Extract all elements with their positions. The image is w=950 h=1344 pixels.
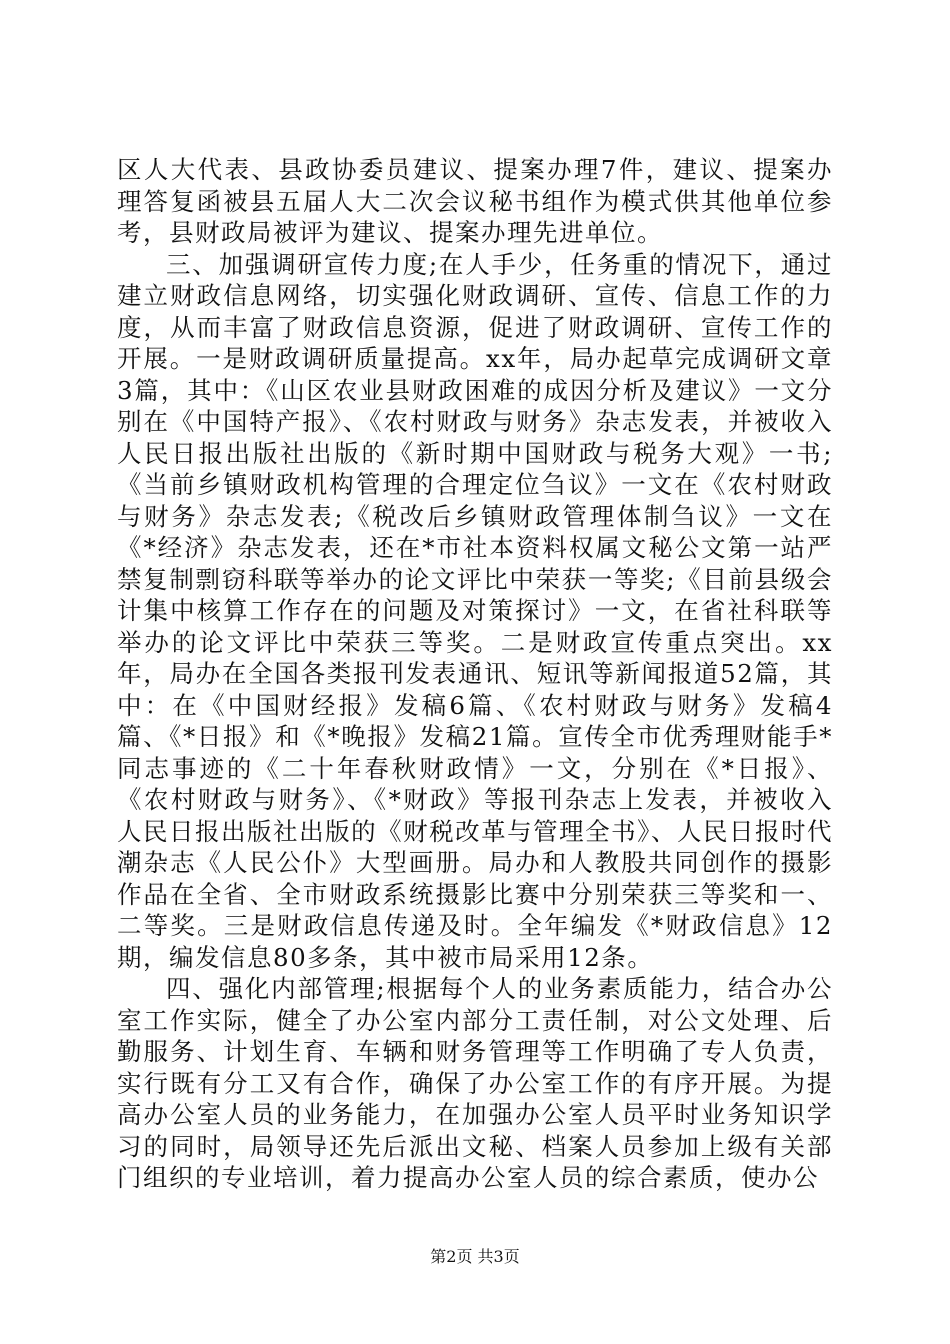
paragraph-2: 三、加强调研宣传力度;在人手少，任务重的情况下，通过建立财政信息网络，切实强化财政调研、宣传、信息工作的力度，从而丰富了财政信息资源，促进了财政调研、宣传工作的开展。一是财政调研质量提高。xx年，局办起草完成调研文章3篇，其中：《山区农业县财政困难的成因分析及建议》一文分别在《中国特产报》、《农村财政与财务》杂志发表，并被收入人民日报出版社出版的《新时期中国财政与税务大观》一书;《当前乡镇财政机构管理的合理定位刍议》一文在《农村财政与财务》杂志发表;《税改后乡镇财政管理体制刍议》一文在《*经济》杂志发表，还在*市社本资料权属文秘公文第一站严禁复制剽窃科联等举办的论文评比中荣获一等奖;《目前县级会计集中核算工作存在的问题及对策探讨》一文，在省社科联等举办的论文评比中荣获三等奖。二是财政宣传重点突出。xx年，局办在全国各类报刊发表通讯、短讯等新闻报道52篇，其中：在《中国财经报》发稿6篇、《农村财政与财务》发稿4篇、《*日报》和《*晚报》发稿21篇。宣传全市优秀理财能手*同志事迹的《二十年春秋财政情》一文，分别在《*日报》、《农村财政与财务》、《*财政》等报刊杂志上发表，并被收入人民日报出版社出版的《财税改革与管理全书》、人民日报时代潮杂志《人民公仆》大型画册。局办和人教股共同创作的摄影作品在全省、全市财政系统摄影比赛中分别荣获三等奖和一、二等奖。三是财政信息传递及时。全年编发《*财政信息》12期，编发信息80多条，其中被市局采用12条。 — [117, 249, 833, 972]
page-number-footer: 第2页 共3页 — [430, 1247, 520, 1266]
document-body — [117, 154, 833, 1194]
paragraph-3: 四、强化内部管理;根据每个人的业务素质能力，结合办公室工作实际，健全了办公室内部分工责任制，对公文处理、后勤服务、计划生育、车辆和财务管理等工作明确了专人负责，实行既有分工又有合作，确保了办公室工作的有序开展。为提高办公室人员的业务能力，在加强办公室人员平时业务知识学习的同时，局领导还先后派出文秘、档案人员参加上级有关部门组织的专业培训，着力提高办公室人员的综合素质，使办公 — [117, 974, 833, 1192]
paragraph-1: 区人大代表、县政协委员建议、提案办理7件，建议、提案办理答复函被县五届人大二次会议秘书组作为模式供其他单位参考，县财政局被评为建议、提案办理先进单位。 — [117, 155, 833, 247]
